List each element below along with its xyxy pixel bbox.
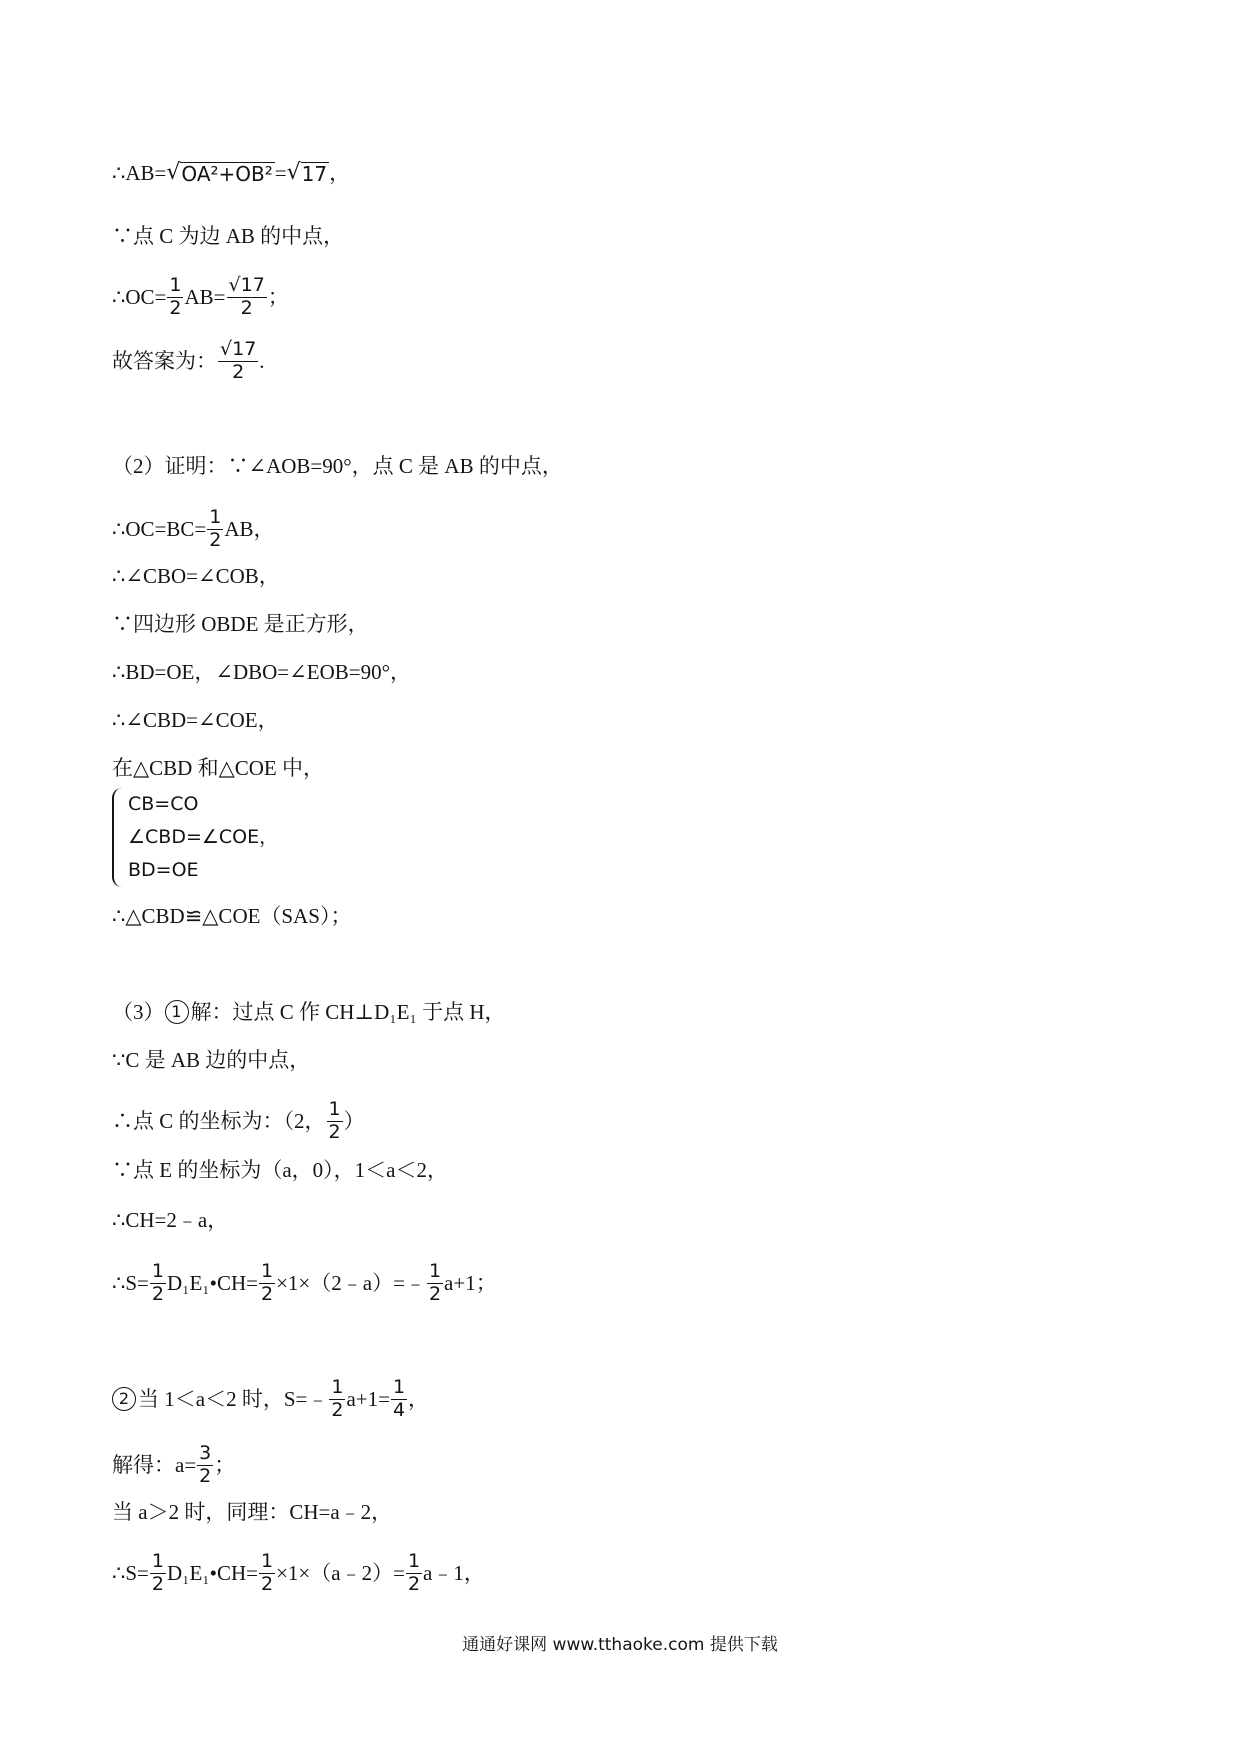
text: AB= <box>184 284 226 309</box>
fraction: $\frac{√17}{2}$ <box>220 338 257 383</box>
text: 解得：a= <box>112 1452 197 1477</box>
line-angle-cbo: ∴∠CBO=∠COB， <box>112 564 280 588</box>
text: ×1×（2﹣a）=﹣ <box>276 1270 426 1295</box>
fraction: $\frac{3}{2}$ <box>199 1442 212 1487</box>
text: ∴S= <box>112 1270 149 1295</box>
line-midpoint: ∵点 C 为边 AB 的中点， <box>112 224 345 248</box>
text: ∴S= <box>112 1560 149 1585</box>
sqrt-17: √ 17 <box>286 160 328 186</box>
text: ∴AB= <box>112 160 167 185</box>
circled-number: 2 <box>112 1387 136 1411</box>
line-oc-length <box>112 276 289 319</box>
text: （3） <box>112 999 165 1024</box>
line-case-1 <box>112 1378 429 1421</box>
text: ∴OC= <box>112 284 167 309</box>
text: a+1= <box>346 1386 390 1411</box>
system-row: BD=OE <box>128 859 199 881</box>
fraction: $\frac{1}{2}$ <box>151 1260 164 1305</box>
fraction: $\frac{1}{2}$ <box>261 1550 274 1595</box>
line-part2-proof: （2）证明：∵∠AOB=90°，点 C 是 AB 的中点， <box>112 454 563 478</box>
text: D₁E₁•CH= <box>166 1560 258 1585</box>
text: AB， <box>224 516 275 541</box>
circled-number: 1 <box>165 1000 189 1024</box>
text: a+1； <box>444 1270 497 1295</box>
fraction: $\frac{1}{2}$ <box>209 506 222 551</box>
line-congruent: ∴△CBD≌△COE（SAS）； <box>112 904 352 928</box>
fraction: $\frac{1}{2}$ <box>169 274 182 319</box>
line-bd-oe: ∴BD=OE，∠DBO=∠EOB=90°， <box>112 660 411 684</box>
line-angle-cbd: ∴∠CBD=∠COE， <box>112 708 279 732</box>
line-e-coordinates: ∵点 E 的坐标为（a，0），1＜a＜2， <box>112 1158 448 1182</box>
text: . <box>259 348 265 373</box>
fraction: $\frac{1}{4}$ <box>392 1376 406 1421</box>
line-triangles: 在△CBD 和△COE 中， <box>112 756 324 780</box>
line-area-formula-2 <box>112 1552 485 1595</box>
text: ） <box>343 1108 365 1133</box>
text: D₁E₁•CH= <box>166 1270 258 1295</box>
text: 当 1＜a＜2 时，S=﹣ <box>138 1386 329 1411</box>
line-ch: ∴CH=2﹣a， <box>112 1208 229 1232</box>
line-solution <box>112 1444 235 1487</box>
line-oc-bc <box>112 508 275 551</box>
text: ×1×（a﹣2）= <box>276 1560 405 1585</box>
fraction: $\frac{1}{2}$ <box>151 1550 164 1595</box>
equation-system <box>112 788 278 887</box>
text: ， <box>408 1386 430 1411</box>
text: ∴OC=BC= <box>112 516 207 541</box>
fraction: $\frac{1}{2}$ <box>261 1260 274 1305</box>
line-ab-length <box>112 162 350 184</box>
line-part3 <box>112 1000 505 1024</box>
line-c-midpoint: ∵C 是 AB 边的中点， <box>112 1048 311 1072</box>
page-footer: 通通好课网 www.tthaoke.com 提供下载 <box>462 1635 778 1655</box>
line-answer <box>112 340 265 383</box>
fraction: $\frac{1}{2}$ <box>428 1260 442 1305</box>
line-area-formula <box>112 1262 497 1305</box>
text: = <box>274 160 287 185</box>
line-c-coordinates <box>112 1100 365 1143</box>
text: ∴点 C 的坐标为：（2， <box>112 1108 326 1133</box>
fraction: $\frac{1}{2}$ <box>407 1550 421 1595</box>
system-row: CB=CO <box>128 793 199 815</box>
text: 解：过点 C 作 CH⊥D₁E₁ 于点 H， <box>190 999 506 1024</box>
fraction: $\frac{1}{2}$ <box>331 1376 344 1421</box>
system-row: ∠CBD=∠COE， <box>128 826 279 848</box>
fraction: $\frac{1}{2}$ <box>328 1098 341 1143</box>
fraction: $\frac{√17}{2}$ <box>228 274 265 319</box>
brace <box>112 788 126 887</box>
text: ； <box>214 1452 236 1477</box>
text: ， <box>329 160 351 185</box>
line-case-2: 当 a＞2 时，同理：CH=a﹣2， <box>112 1500 393 1524</box>
line-square: ∵四边形 OBDE 是正方形， <box>112 612 369 636</box>
text: a﹣1， <box>423 1560 485 1585</box>
text: ； <box>267 284 289 309</box>
sqrt-oa-ob: √ OA²+OB² <box>166 160 273 186</box>
text: 故答案为： <box>112 348 217 373</box>
